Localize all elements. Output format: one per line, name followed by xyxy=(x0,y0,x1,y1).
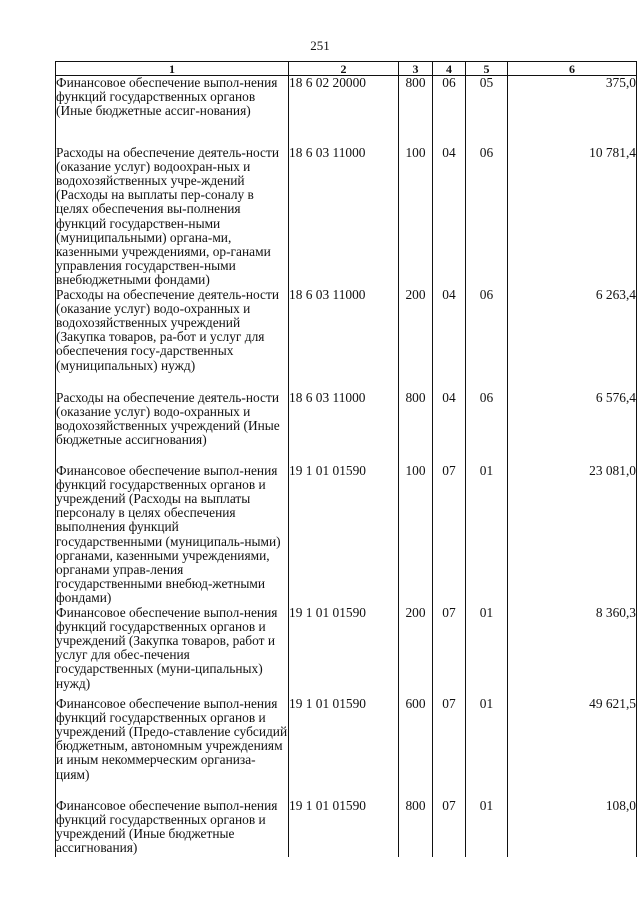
amount: 108,0 xyxy=(508,799,637,857)
expense-type-code: 800 xyxy=(399,76,433,146)
table-row xyxy=(56,288,637,391)
column-header-3: 3 xyxy=(399,62,433,76)
amount: 49 621,5 xyxy=(508,697,637,799)
expense-name: Расходы на обеспечение деятель-ности (оказание услуг) водо-охранных и водохозяйственных учреждений (Закупка товаров, ра-бот и услуг для обеспечения госу-дарственных (муниципальных) нужд) xyxy=(56,288,289,391)
column-header-2: 2 xyxy=(289,62,399,76)
table-row xyxy=(56,606,637,697)
expense-name: Финансовое обеспечение выпол-нения функций государственных органов (Иные бюджетные ассиг-нования) xyxy=(56,76,289,146)
expense-type-code: 100 xyxy=(399,464,433,606)
section-code: 04 xyxy=(433,146,466,288)
target-article-code: 19 1 01 01590 xyxy=(289,799,399,857)
expense-type-code: 600 xyxy=(399,697,433,799)
budget-table xyxy=(55,61,637,857)
expense-type-code: 800 xyxy=(399,799,433,857)
amount: 375,0 xyxy=(508,76,637,146)
subsection-code: 06 xyxy=(466,391,508,464)
expense-type-code: 100 xyxy=(399,146,433,288)
subsection-code: 01 xyxy=(466,606,508,697)
target-article-code: 19 1 01 01590 xyxy=(289,697,399,799)
table-row xyxy=(56,76,637,146)
expense-name: Финансовое обеспечение выпол-нения функций государственных органов и учреждений (Закупка товаров, работ и услуг для обес-печения государственных (муни-ципальных) нужд) xyxy=(56,606,289,697)
column-header-1: 1 xyxy=(56,62,289,76)
table-row xyxy=(56,464,637,606)
section-code: 07 xyxy=(433,606,466,697)
table-row xyxy=(56,391,637,464)
target-article-code: 18 6 03 11000 xyxy=(289,391,399,464)
amount: 8 360,3 xyxy=(508,606,637,697)
section-code: 06 xyxy=(433,76,466,146)
amount: 6 263,4 xyxy=(508,288,637,391)
column-header-4: 4 xyxy=(433,62,466,76)
expense-name: Финансовое обеспечение выпол-нения функций государственных органов и учреждений (Расходы на выплаты персоналу в целях обеспечения выполнения функций государственными (муниципаль-ными) органами, казенными учреждениями, органами управ-ления государственными внебюд-жетными фондами) xyxy=(56,464,289,606)
target-article-code: 19 1 01 01590 xyxy=(289,464,399,606)
subsection-code: 05 xyxy=(466,76,508,146)
target-article-code: 18 6 03 11000 xyxy=(289,146,399,288)
column-header-5: 5 xyxy=(466,62,508,76)
subsection-code: 01 xyxy=(466,464,508,606)
expense-name: Финансовое обеспечение выпол-нения функций государственных органов и учреждений (Предо-ставление субсидий бюджетным, автономным учреждениям и иным некоммерческим организа-циям) xyxy=(56,697,289,799)
subsection-code: 06 xyxy=(466,146,508,288)
subsection-code: 01 xyxy=(466,697,508,799)
section-code: 07 xyxy=(433,697,466,799)
amount: 6 576,4 xyxy=(508,391,637,464)
section-code: 04 xyxy=(433,391,466,464)
target-article-code: 18 6 03 11000 xyxy=(289,288,399,391)
target-article-code: 18 6 02 20000 xyxy=(289,76,399,146)
expense-name: Финансовое обеспечение выпол-нения функций государственных органов и учреждений (Иные бюджетные ассигнования) xyxy=(56,799,289,857)
expense-type-code: 800 xyxy=(399,391,433,464)
page-number: 251 xyxy=(310,38,330,53)
table-header-row xyxy=(56,62,637,76)
target-article-code: 19 1 01 01590 xyxy=(289,606,399,697)
expense-type-code: 200 xyxy=(399,606,433,697)
subsection-code: 01 xyxy=(466,799,508,857)
table-row xyxy=(56,697,637,799)
section-code: 07 xyxy=(433,799,466,857)
column-header-6: 6 xyxy=(508,62,637,76)
table-row xyxy=(56,146,637,288)
expense-name: Расходы на обеспечение деятель-ности (оказание услуг) водо-охранных и водохозяйственных учреждений (Иные бюджетные ассигнования) xyxy=(56,391,289,464)
section-code: 04 xyxy=(433,288,466,391)
expense-name: Расходы на обеспечение деятель-ности (оказание услуг) водоохран-ных и водохозяйственных учре-ждений (Расходы на выплаты пер-соналу в целях обеспечения вы-полнения функций государствен-ными (муниципальными) органа-ми, казенными учреждениями, ор-ганами управления государствен-ными внебюджетными фондами) xyxy=(56,146,289,288)
amount: 10 781,4 xyxy=(508,146,637,288)
expense-type-code: 200 xyxy=(399,288,433,391)
amount: 23 081,0 xyxy=(508,464,637,606)
section-code: 07 xyxy=(433,464,466,606)
table-row xyxy=(56,799,637,857)
subsection-code: 06 xyxy=(466,288,508,391)
